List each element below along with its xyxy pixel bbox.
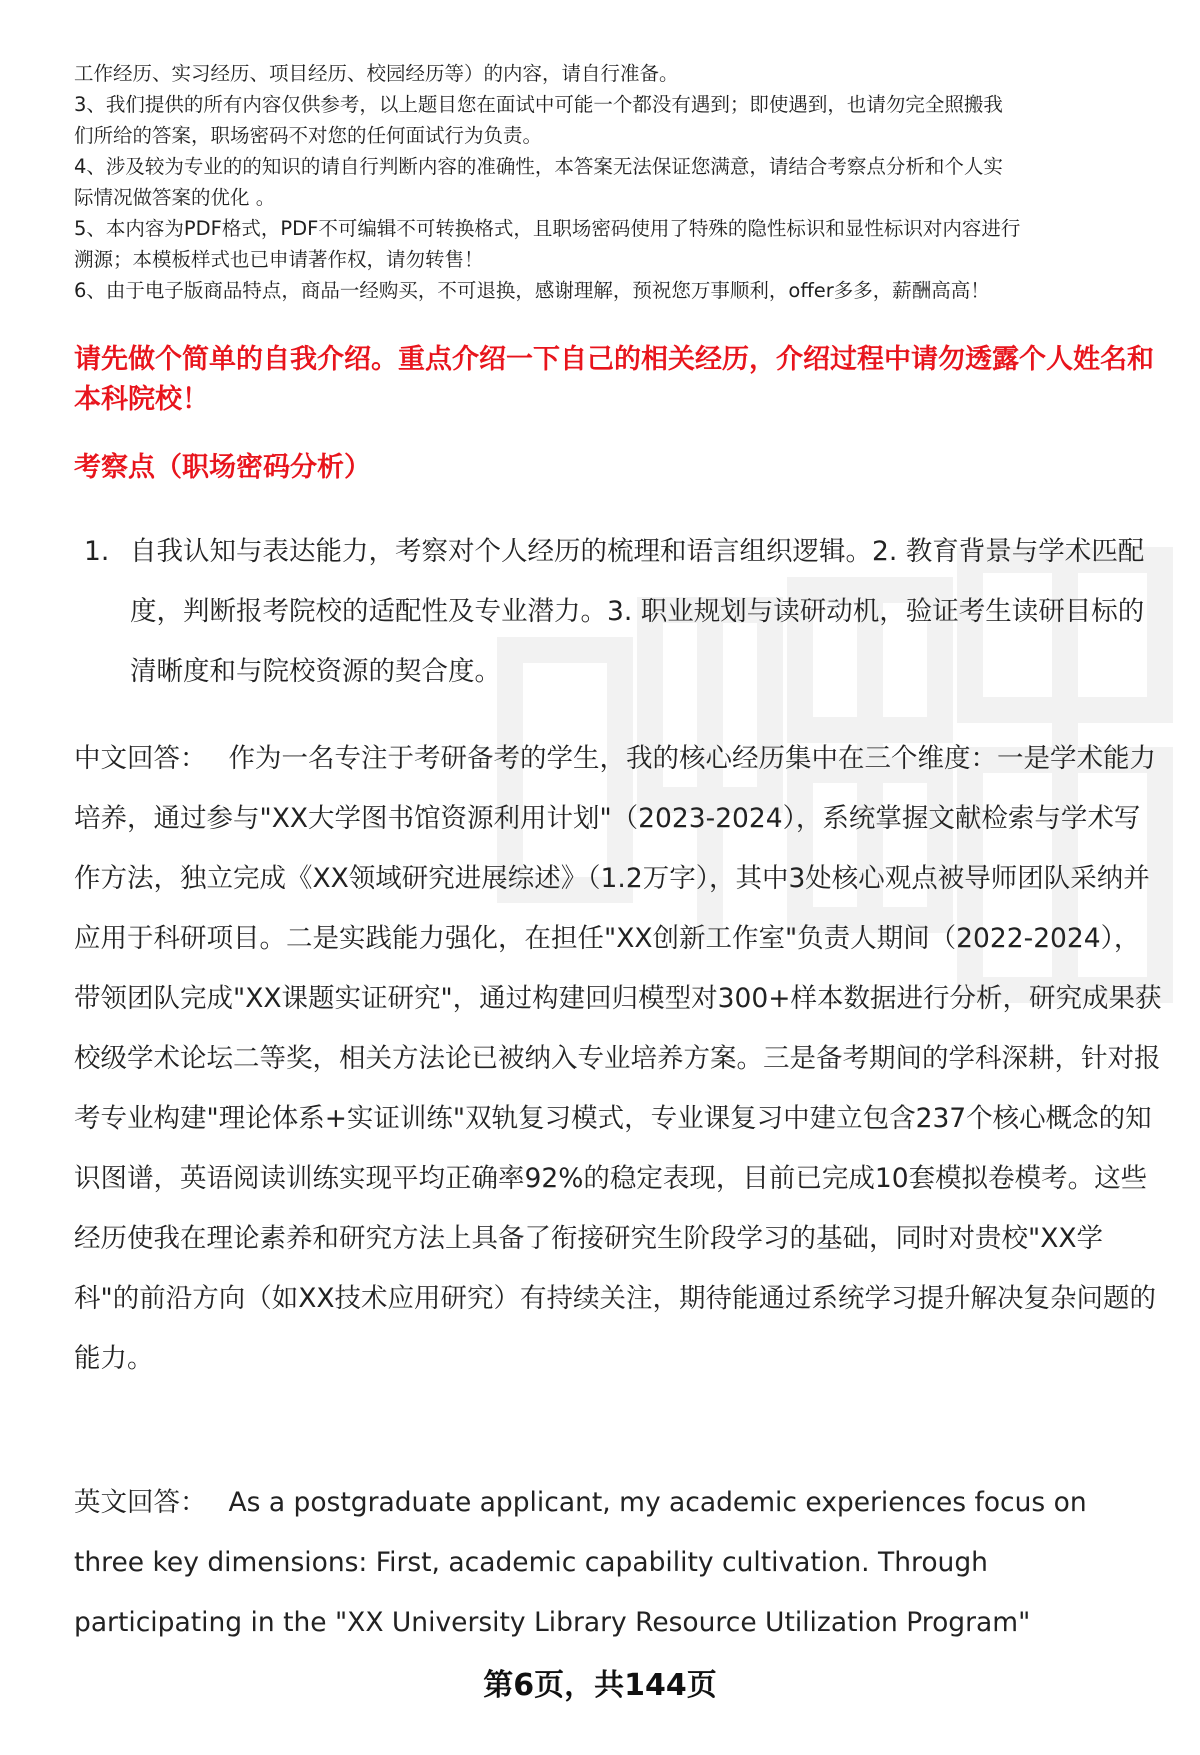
chinese-answer (74, 729, 1164, 1389)
note-line: 工作经历、实习经历、项目经历、校园经历等）的内容，请自行准备。 (74, 62, 679, 85)
note-line: 6、由于电子版商品特点，商品一经购买，不可退换，感谢理解，预祝您万事顺利，offer多多，薪酬高高！ (74, 279, 990, 302)
key-point-number: 1. (84, 536, 110, 567)
english-answer-text: As a postgraduate applicant, my academic experiences focus on three key dimensions: First, academic capability cultivation. Through participating in the "XX University Library Resource Utilization Program" (74, 1487, 1087, 1638)
chinese-answer-text: 作为一名专注于考研备考的学生，我的核心经历集中在三个维度：一是学术能力培养，通过参与"XX大学图书馆资源利用计划"（2023-2024），系统掌握文献检索与学术写作方法，独立完成《XX领域研究进展综述》（1.2万字），其中3处核心观点被导师团队采纳并应用于科研项目。二是实践能力强化，在担任"XX创新工作室"负责人期间（2022-2024），带领团队完成"XX课题实证研究"，通过构建回归模型对300+样本数据进行分析，研究成果获校级学术论坛二等奖，相关方法论已被纳入专业培养方案。三是备考期间的学科深耕，针对报考专业构建"理论体系+实证训练"双轨复习模式，专业课复习中建立包含237个核心概念的知识图谱，英语阅读训练实现平均正确率92%的稳定表现，目前已完成10套模拟卷模考。这些经历使我在理论素养和研究方法上具备了衔接研究生阶段学习的基础，同时对贵校"XX学科"的前沿方向（如XX技术应用研究）有持续关注，期待能通过系统学习提升解决复杂问题的能力。 (74, 743, 1162, 1374)
note-line: 们所给的答案，职场密码不对您的任何面试行为负责。 (74, 124, 543, 147)
key-point-item (84, 522, 1160, 702)
note-line: 4、涉及较为专业的的知识的请自行判断内容的准确性，本答案无法保证您满意，请结合考察点分析和个人实 (74, 155, 1003, 178)
chinese-answer-label: 中文回答： (74, 743, 207, 774)
note-line: 5、本内容为PDF格式，PDF不可编辑不可转换格式，且职场密码使用了特殊的隐性标识和显性标识对内容进行 (74, 217, 1021, 240)
key-point-text: 自我认知与表达能力，考察对个人经历的梳理和语言组织逻辑。2. 教育背景与学术匹配度，判断报考院校的适配性及专业潜力。3. 职业规划与读研动机，验证考生读研目标的清晰度和与院校资源的契合度。 (130, 536, 1145, 687)
key-points-heading: 考察点（职场密码分析） (74, 452, 371, 483)
note-line: 溯源；本模板样式也已申请著作权，请勿转售！ (74, 248, 484, 271)
english-answer-label: 英文回答： (74, 1487, 207, 1518)
note-line: 3、我们提供的所有内容仅供参考，以上题目您在面试中可能一个都没有遇到；即使遇到，也请勿完全照搬我 (74, 93, 1003, 116)
key-points-list (84, 522, 1160, 702)
note-line: 际情况做答案的优化 。 (74, 186, 276, 209)
english-answer (74, 1473, 1164, 1653)
page-footer: 第6页，共144页 (483, 1668, 717, 1703)
interview-question: 请先做个简单的自我介绍。重点介绍一下自己的相关经历，介绍过程中请勿透露个人姓名和本科院校！ (74, 344, 1154, 415)
purchase-notes (74, 58, 1164, 306)
